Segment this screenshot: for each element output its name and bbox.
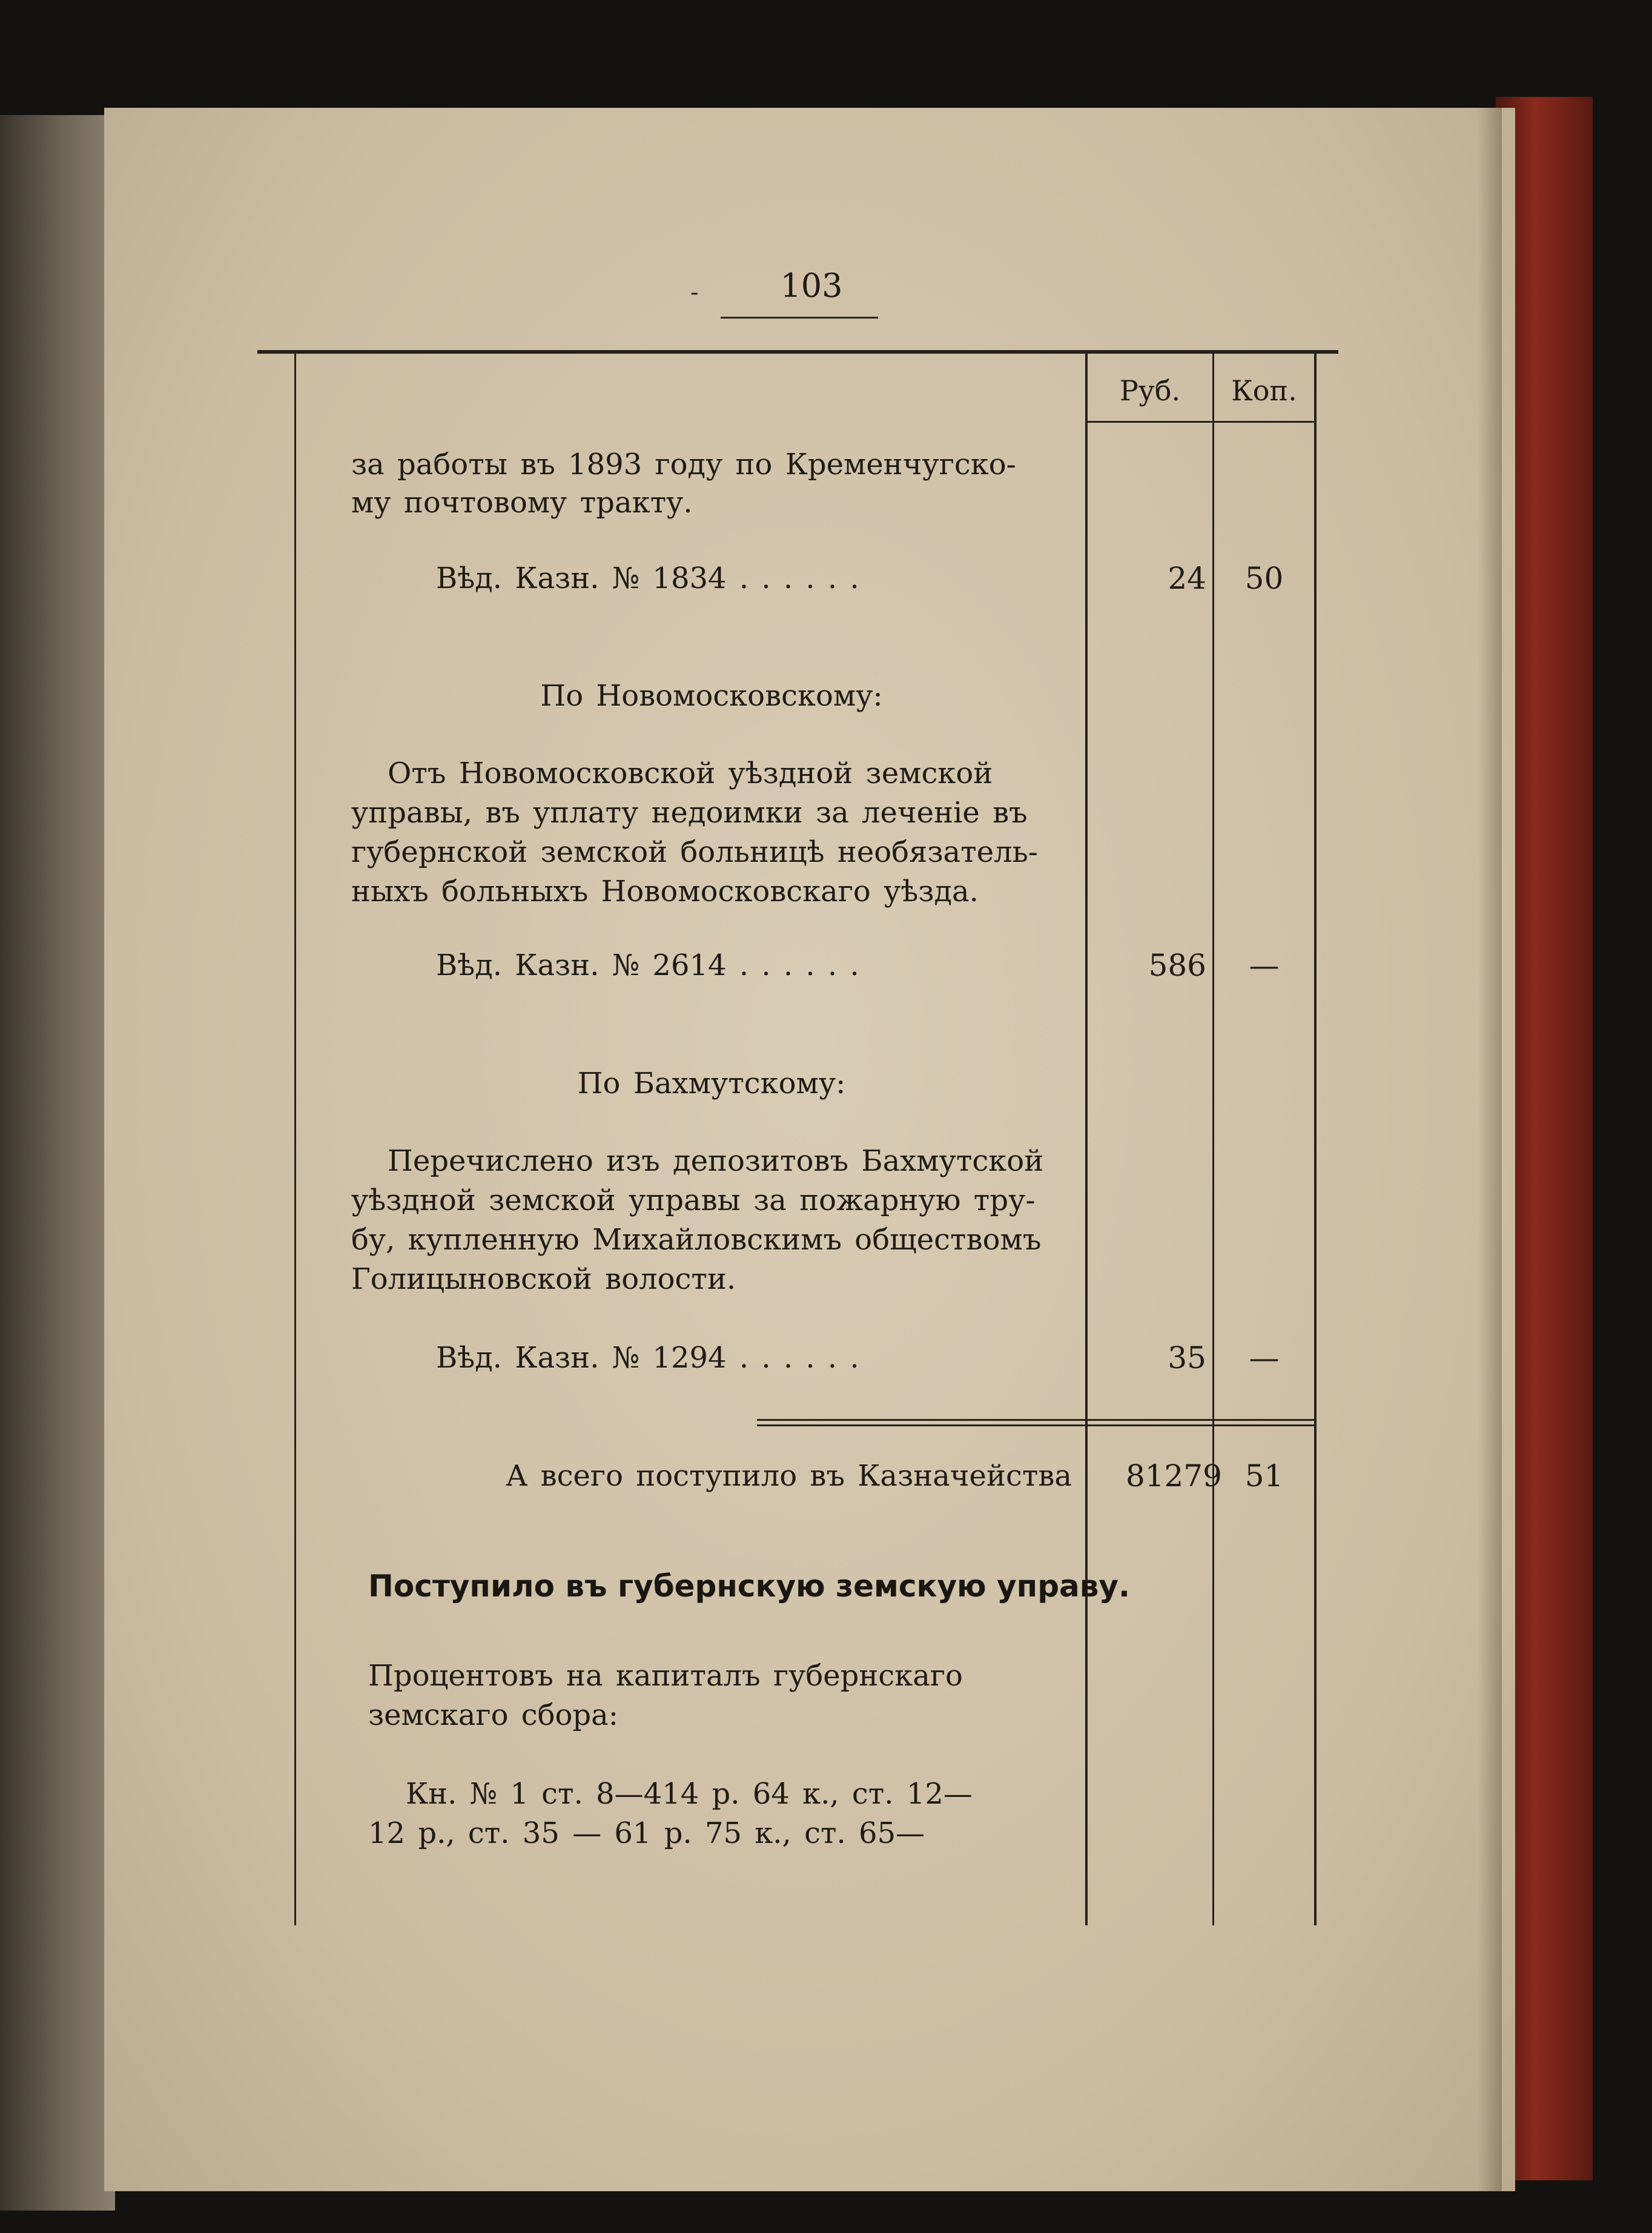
table-top-rule	[257, 350, 1338, 354]
block3-line-2: уѣздной земской управы за пожарную тру-	[351, 1183, 1036, 1217]
block1-rub: 24	[1168, 561, 1206, 596]
table-left-rule	[294, 354, 296, 1925]
total-label: А всего поступило въ Казначейства	[506, 1459, 1072, 1493]
block1-line-2: му почтовому тракту.	[351, 486, 693, 520]
block3-line-3: бу, купленную Михайловскимъ обществомъ	[351, 1223, 1042, 1257]
rub-column-header: Руб.	[1119, 374, 1181, 407]
block3-heading: По Бахмутскому:	[577, 1067, 846, 1100]
block1-reference: Вѣд. Казн. № 1834 . . . . . .	[436, 561, 859, 595]
page-number: 103	[780, 266, 843, 305]
block3-line-1: Перечислено изъ депозитовъ Бахмутской	[388, 1144, 1044, 1178]
page-number-underline	[721, 317, 878, 319]
block1-kop: 50	[1244, 561, 1284, 596]
total-kop: 51	[1244, 1458, 1284, 1494]
kop-column-header: Коп.	[1231, 374, 1297, 407]
total-rub: 81279	[1125, 1458, 1222, 1494]
total-double-rule-top	[757, 1419, 1317, 1421]
block2-line-2: управы, въ уплату недоимки за леченіе въ	[351, 796, 1028, 830]
section-text-line-4: 12 р., ст. 35 — 61 р. 75 к., ст. 65—	[368, 1816, 925, 1850]
block2-rub: 586	[1148, 948, 1206, 983]
section-heading: Поступило въ губернскую земскую управу.	[368, 1569, 1130, 1604]
block2-reference: Вѣд. Казн. № 2614 . . . . . .	[436, 948, 859, 982]
block3-kop: —	[1249, 1340, 1280, 1375]
block2-line-4: ныхъ больныхъ Новомосковскаго уѣзда.	[351, 875, 979, 908]
section-text-line-2: земскаго сбора:	[368, 1698, 618, 1732]
column-header-rule	[1085, 421, 1317, 423]
section-text-line-3: Кн. № 1 ст. 8—414 р. 64 к., ст. 12—	[406, 1777, 973, 1811]
block3-rub: 35	[1168, 1340, 1206, 1375]
block2-heading: По Новомосковскому:	[540, 679, 883, 713]
page-shadow	[1478, 108, 1502, 2191]
previous-page-edge	[0, 115, 115, 2211]
block2-kop: —	[1249, 948, 1280, 983]
total-double-rule-bottom	[757, 1424, 1317, 1426]
page-number-dash: -	[690, 279, 699, 306]
section-text-line-1: Процентовъ на капиталъ губернскаго	[368, 1659, 963, 1693]
block3-reference: Вѣд. Казн. № 1294 . . . . . .	[436, 1341, 859, 1375]
block1-line-1: за работы въ 1893 году по Кременчугско-	[351, 448, 1016, 481]
block3-line-4: Голицыновской волости.	[351, 1262, 736, 1296]
block2-line-3: губернской земской больницѣ необязатель-	[351, 835, 1038, 869]
block2-line-1: Отъ Новомосковской уѣздной земской	[388, 756, 993, 790]
table-right-rule	[1314, 354, 1317, 1925]
